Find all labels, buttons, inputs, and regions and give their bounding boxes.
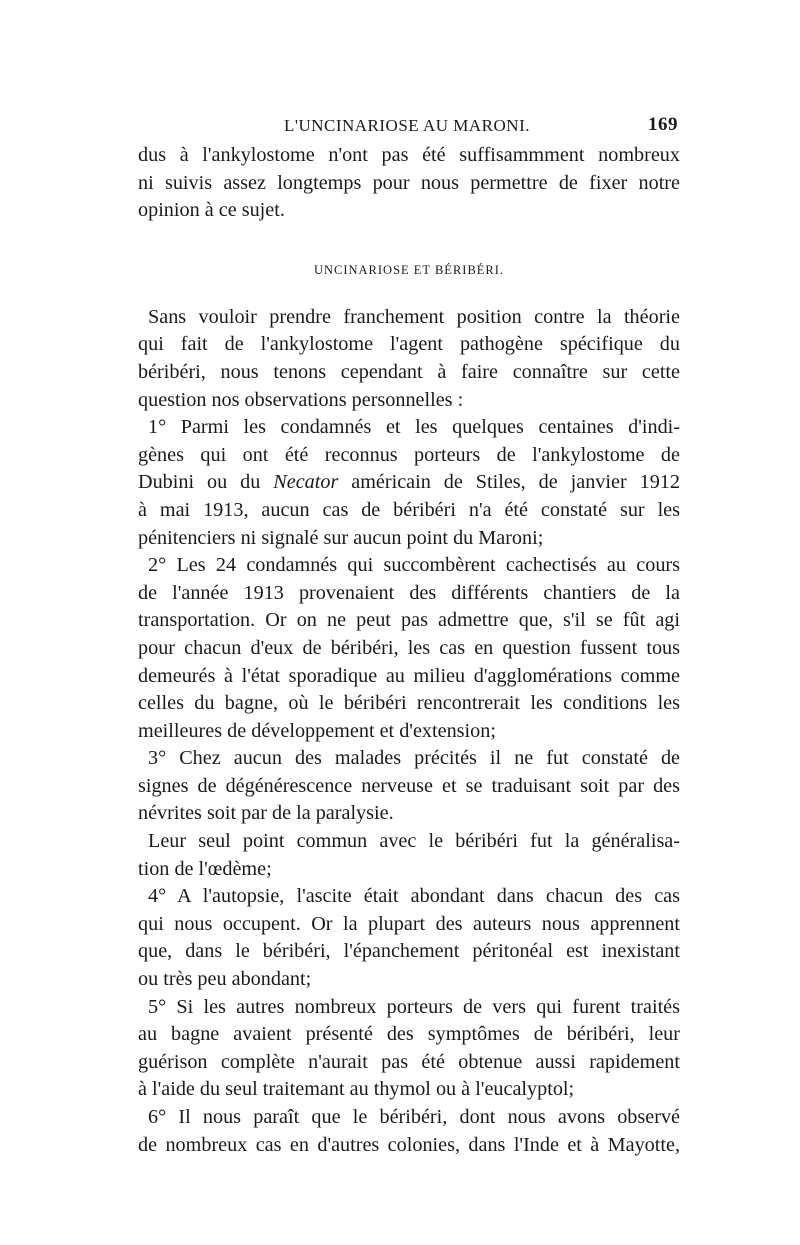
text-line: ni suivis assez longtemps pour nous permettre de fixer notre [138, 171, 680, 194]
text-line: névrites soit par de la paralysie. [138, 802, 394, 825]
point-3 [138, 745, 680, 828]
text-line: meilleures de développement et d'extension; [138, 719, 496, 742]
text-line: de nombreux cas en d'autres colonies, dans l'Inde et à Mayotte, [138, 1133, 680, 1156]
text-line: au bagne avaient présenté des symptômes de béribéri, leur [138, 1023, 680, 1046]
text-line: à l'aide du seul traitemant au thymol ou à l'eucalyptol; [138, 1078, 575, 1101]
section-heading: UNCINARIOSE ET BÉRIBÉRI. [313, 262, 505, 277]
point-5 [138, 994, 680, 1104]
text-line: guérison complète n'aurait pas été obtenue aussi rapidement [138, 1050, 680, 1073]
text-line: signes de dégénérescence nerveuse et se traduisant soit par des [138, 774, 680, 797]
page-number: 169 [648, 114, 678, 135]
text-line: de l'année 1913 provenaient des différents chantiers de la [138, 581, 680, 604]
text-line: 6° Il nous paraît que le béribéri, dont nous avons observé [148, 1106, 680, 1128]
text-line: 2° Les 24 condamnés qui succombèrent cachectisés au cours [148, 554, 680, 577]
species-name: Necator [273, 471, 339, 494]
text-line: que, dans le béribéri, l'épanchement péritonéal est inexistant [138, 940, 680, 963]
text-run: Dubini ou du [138, 471, 274, 494]
text-line: Leur seul point commun avec le béribéri fut la généralisa- [148, 830, 680, 853]
text-line: qui nous occupent. Or la plupart des auteurs nous apprennent [138, 912, 680, 935]
text-line: pénitenciers ni signalé sur aucun point du Maroni; [138, 526, 544, 549]
common-point-paragraph [138, 828, 680, 883]
text-line: 4° A l'autopsie, l'ascite était abondant dans chacun des cas [148, 885, 680, 908]
point-6 [138, 1104, 680, 1159]
text-line [138, 469, 680, 497]
book-page [138, 112, 680, 1159]
point-1 [138, 414, 680, 552]
text-run: américain de Stiles, de janvier 1912 [338, 471, 680, 494]
text-line: pour chacun d'eux de béribéri, les cas en question fussent tous [138, 636, 680, 659]
text-line: dus à l'ankylostome n'ont pas été suffisammment nombreux [138, 144, 680, 166]
text-line: béribéri, nous tenons cependant à faire connaître sur cette [138, 360, 680, 383]
text-line: tion de l'œdème; [138, 857, 272, 880]
text-line: 1° Parmi les condamnés et les quelques centaines d'indi- [148, 416, 680, 439]
point-4 [138, 883, 680, 993]
intro-paragraph [138, 142, 680, 225]
text-line: celles du bagne, où le béribéri rencontrerait les conditions les [138, 692, 680, 715]
text-line: Sans vouloir prendre franchement position contre la théorie [148, 305, 680, 328]
point-2 [138, 552, 680, 745]
running-title: L'UNCINARIOSE AU MARONI. [284, 116, 530, 135]
text-line: demeurés à l'état sporadique au milieu d'agglomérations comme [138, 664, 680, 687]
text-line: 5° Si les autres nombreux porteurs de vers qui furent traités [148, 995, 680, 1018]
text-line: transportation. Or on ne peut pas admettre que, s'il se fût agi [138, 609, 680, 632]
text-line: à mai 1913, aucun cas de béribéri n'a été constaté sur les [138, 498, 680, 521]
text-line: qui fait de l'ankylostome l'agent pathogène spécifique du [138, 333, 680, 356]
running-head [138, 112, 680, 142]
text-line: question nos observations personnelles : [138, 388, 464, 411]
text-line: 3° Chez aucun des malades précités il ne fut constaté de [148, 747, 680, 770]
text-line: gènes qui ont été reconnus porteurs de l'ankylostome de [138, 443, 680, 466]
text-line: opinion à ce sujet. [138, 199, 285, 222]
text-line: ou très peu abondant; [138, 968, 312, 991]
paragraph-intro-observations [138, 304, 680, 414]
